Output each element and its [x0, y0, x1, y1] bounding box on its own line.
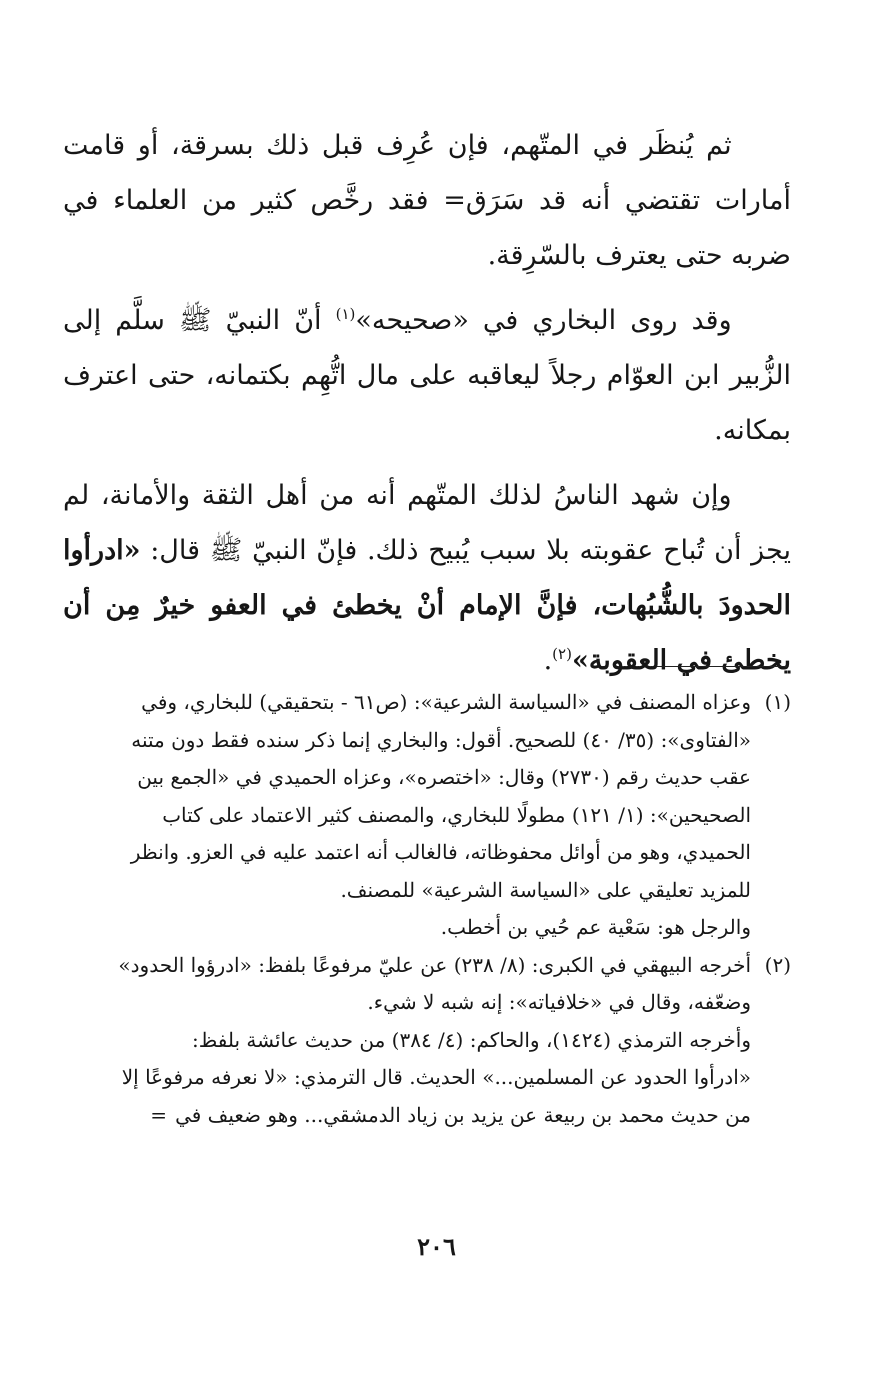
footnote-line: وضعّفه، وقال في «خلافياته»: إنه شبه لا شيء.	[367, 990, 751, 1014]
footnote-line: والرجل هو: سَعْية عم حُيي بن أخطب.	[440, 915, 751, 939]
paragraph-2-text-b: أنّ النبيّ ﷺ سلَّم إلى الزُّبير ابن العوّام رجلاً ليعاقبه على مال اتُّهِم بكتمانه، حتى اعترف بمكانه.	[63, 305, 791, 446]
paragraph-3-end: .	[543, 645, 553, 676]
footnote-ref-2: (٢)	[552, 645, 572, 663]
footnote-line-text: من حديث محمد بن ربيعة عن يزيد بن زياد الدمشقي... وهو ضعيف في	[175, 1102, 751, 1127]
footnote-line: للمزيد تعليقي على «السياسة الشرعية» للمصنف.	[340, 877, 751, 902]
footnote-2-body	[51, 947, 751, 1135]
footnote-line: وعزاه المصنف في «السياسة الشرعية»: (ص٦١ - بتحقيقي) للبخاري، وفي	[141, 690, 751, 714]
paragraph-3	[63, 468, 791, 688]
footnote-ref-1: (١)	[335, 305, 356, 323]
footnote-line: أخرجه البيهقي في الكبرى: (٨/ ٢٣٨) عن عليّ مرفوعًا بلفظ: «ادرؤوا الحدود»	[118, 952, 751, 977]
footnote-line: الحميدي، وهو من أوائل محفوظاته، فالغالب أنه اعتمد عليه في العزو. وانظر	[130, 840, 751, 864]
footnote-1	[51, 684, 791, 947]
footnote-separator	[657, 666, 787, 667]
footnote-1-body	[51, 684, 751, 947]
main-text	[63, 118, 791, 698]
paragraph-2-text-a: وقد روى البخاري في «صحيحه»	[355, 305, 732, 336]
footnote-2	[51, 947, 791, 1135]
paragraph-2	[63, 293, 791, 458]
footnote-line: وأخرجه الترمذي (١٤٢٤)، والحاكم: (٤/ ٣٨٤) من حديث عائشة بلفظ:	[192, 1027, 751, 1052]
footnote-2-number: (٢)	[764, 952, 791, 977]
paragraph-3-text: وإن شهد الناسُ لذلك المتّهم أنه من أهل الثقة والأمانة، لم يجز أن تُباح عقوبته بلا سبب يُبيح ذلك. فإنّ النبيّ ﷺ قال:	[63, 480, 791, 566]
footnotes	[51, 684, 791, 1134]
continuation-mark: =	[150, 1102, 168, 1127]
footnote-line: عقب حديث رقم (٢٧٣٠) وقال: «اختصره»، وعزاه الحميدي في «الجمع بين	[137, 765, 751, 789]
footnote-line: الصحيحين»: (١/ ١٢١) مطولًا للبخاري، والمصنف كثير الاعتماد على كتاب	[162, 802, 751, 827]
hadith-quote: «ادرأوا الحدودَ بالشُّبُهات، فإنَّ الإمام أنْ يخطئ في العفو خيرٌ مِن أن يخطئ في العقوبة»	[63, 535, 791, 676]
footnote-line: «ادرأوا الحدود عن المسلمين...» الحديث. قال الترمذي: «لا نعرفه مرفوعًا إلا	[121, 1065, 751, 1089]
footnote-line: «الفتاوى»: (٣٥/ ٤٠) للصحيح. أقول: والبخاري إنما ذكر سنده فقط دون متنه	[131, 727, 751, 752]
footnote-1-number: (١)	[764, 690, 791, 714]
paragraph-1: ثم يُنظَر في المتّهم، فإن عُرِف قبل ذلك بسرقة، أو قامت أمارات تقتضي أنه قد سَرَق= فقد رخَّص كثير من العلماء في ضربه حتى يعترف بالسّرِقة.	[63, 130, 791, 271]
page-number: ٢٠٦	[417, 1232, 456, 1261]
footnote-line	[51, 1097, 751, 1135]
